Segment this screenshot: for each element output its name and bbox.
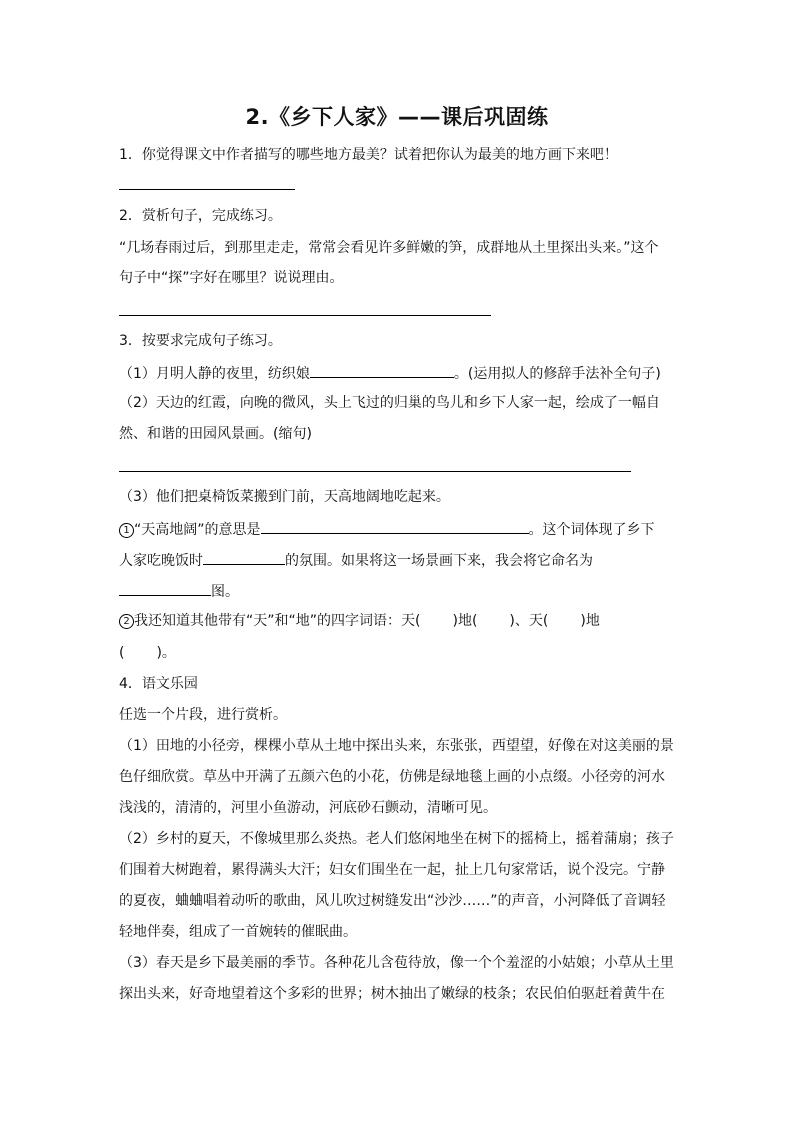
circled-number-1: 1 xyxy=(119,523,134,538)
passage-2-line: （2）乡村的夏天，不像城里那么炎热。老人们悠闲地坐在树下的摇椅上，摇着蒲扇；孩子 xyxy=(119,831,674,847)
blank-meaning[interactable] xyxy=(261,518,529,534)
passage-2-line: 轻地伴奏，组成了一首婉转的催眠曲。 xyxy=(119,924,357,940)
sub-question-2-line-1 xyxy=(119,611,600,631)
sub1-text-c: 人家吃晚饭时 xyxy=(119,553,203,569)
sub2-text-f: )。 xyxy=(156,645,176,661)
passage-1-line: 浅浅的，清清的，河里小鱼游动，河底砂石颤动，清晰可见。 xyxy=(119,800,497,816)
question-3-sentence-3: （3）他们把桌椅饭菜搬到门前，天高地阔地吃起来。 xyxy=(119,489,450,505)
blank-atmosphere[interactable] xyxy=(203,549,285,565)
question-4-heading: 4．语文乐园 xyxy=(119,676,198,692)
question-4-instruction: 任选一个片段，进行赏析。 xyxy=(119,707,287,723)
answer-line-q2[interactable] xyxy=(119,315,491,316)
sub-question-1-line-2 xyxy=(119,549,593,571)
question-2-prompt: 句子中“探”字好在哪里？说说理由。 xyxy=(119,270,344,286)
question-2-quote: “几场春雨过后，到那里走走，常常会看见许多鲜嫩的笋，成群地从土里探出头来。”这个 xyxy=(119,240,659,256)
circled-number-2: 2 xyxy=(119,614,134,629)
answer-line-q3-s2[interactable] xyxy=(119,471,631,472)
sentence-1-suffix: 。(运用拟人的修辞手法补全句子) xyxy=(453,366,661,382)
sub2-text-a: 我还知道其他带有“天”和“地”的四字词语：天( xyxy=(134,613,421,629)
sub2-text-e: ( xyxy=(119,645,125,661)
answer-line-q1[interactable] xyxy=(119,189,295,190)
passage-1-line: （1）田地的小径旁，棵棵小草从土地中探出头来，东张张，西望望，好像在对这美丽的景 xyxy=(119,738,674,754)
blank-picture-name[interactable] xyxy=(119,580,211,596)
blank-s1[interactable] xyxy=(310,362,454,378)
question-3-sentence-1 xyxy=(119,362,661,384)
passage-3-line: 探出头来，好奇地望着这个多彩的世界；树木抽出了嫩绿的枝条；农民伯伯驱赶着黄牛在 xyxy=(119,986,665,1002)
question-3-sentence-2-line-1: （2）天边的红霞，向晚的微风，头上飞过的归巢的鸟儿和乡下人家一起，绘成了一幅自 xyxy=(119,395,660,411)
sub1-text-e: 图。 xyxy=(211,584,239,600)
sub2-text-d: )地 xyxy=(580,613,600,629)
sub2-text-c: )、天( xyxy=(509,613,549,629)
question-3-sentence-2-line-2: 然、和谐的田园风景画。(缩句) xyxy=(119,426,312,442)
sub-question-2-line-2 xyxy=(119,643,176,663)
sub-question-1-line-1 xyxy=(119,518,655,540)
passage-1-line: 色仔细欣赏。草丛中开满了五颜六色的小花，仿佛是绿地毯上画的小点缀。小径旁的河水 xyxy=(119,769,665,785)
sentence-1-prefix: （1）月明人静的夜里，纺织娘 xyxy=(119,366,310,382)
question-1-text: 1．你觉得课文中作者描写的哪些地方最美？试着把你认为最美的地方画下来吧！ xyxy=(119,147,618,163)
sub2-text-b: )地( xyxy=(452,613,478,629)
sub1-text-a: “天高地阔”的意思是 xyxy=(134,522,261,538)
page-title: 2.《乡下人家》——课后巩固练 xyxy=(245,105,549,129)
passage-3-line: （3）春天是乡下最美丽的季节。各种花儿含苞待放，像一个个羞涩的小姑娘；小草从土里 xyxy=(119,955,674,971)
passage-2-line: 的夏夜，蛐蛐唱着动听的歌曲，风儿吹过树缝发出“沙沙……”的声音，小河降低了音调轻 xyxy=(119,893,666,909)
sub-question-1-line-3 xyxy=(119,580,239,602)
sub1-text-b: 。这个词体现了乡下 xyxy=(528,522,655,538)
question-2-heading: 2．赏析句子，完成练习。 xyxy=(119,208,282,224)
passage-2-line: 们围着大树跑着，累得满头大汗；妇女们围坐在一起，扯上几句家常话，说个没完。宁静 xyxy=(119,862,665,878)
sub1-text-d: 的氛围。如果将这一场景画下来，我会将它命名为 xyxy=(285,553,593,569)
question-3-heading: 3．按要求完成句子练习。 xyxy=(119,333,282,349)
